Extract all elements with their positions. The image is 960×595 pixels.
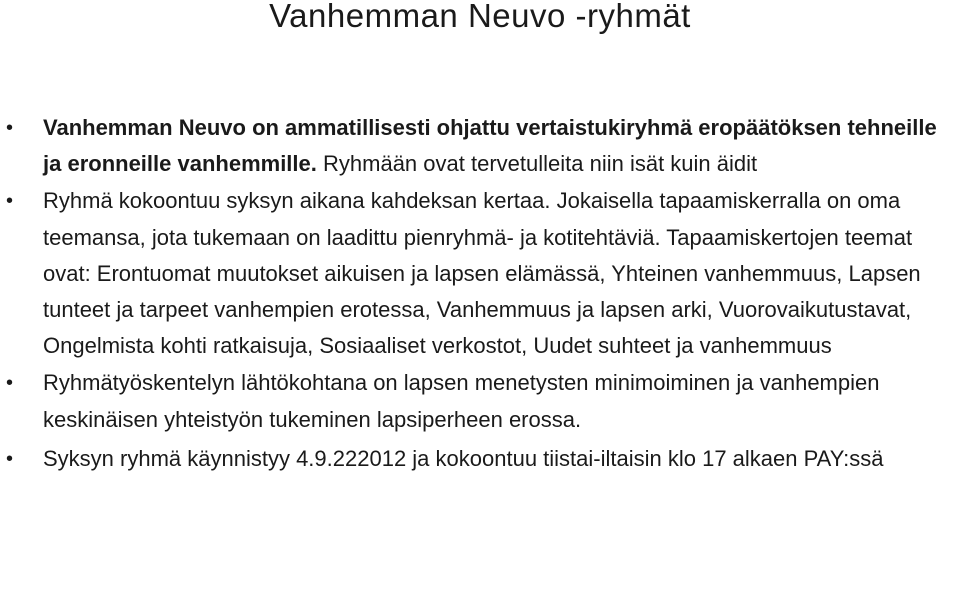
intro-text: Ryhmään ovat tervetulleita niin isät kuin äidit bbox=[316, 151, 758, 177]
themes-text: Ryhmä kokoontuu syksyn aikana kahdeksan kertaa. Jokaisella tapaamiskerralla on oma teemansa, jota tukemaan on laadittu pienryhmä- ja kotitehtäviä. Tapaamiskertojen teemat ovat: Erontuomat muutokset aikuisen ja lapsen elämässä, Yhteinen vanhemmuus, Lapsen tunteet ja tarpeet vanhempien erotessa, Vanhemmuus ja lapsen arki, Vuorovaikutustavat, Ongelmista kohti ratkaisuja, Sosiaaliset verkostot, Uudet suhteet ja vanhemmuus bbox=[43, 188, 921, 359]
slide-title: Vanhemman Neuvo -ryhmät bbox=[269, 0, 691, 34]
bullet-item-schedule-themes bbox=[0, 183, 960, 364]
bullet-item-intro bbox=[0, 110, 960, 182]
bullet-item-approach bbox=[0, 365, 960, 437]
bullet-dot: • bbox=[6, 447, 14, 470]
bullet-list bbox=[0, 110, 960, 477]
bullet-dot: • bbox=[6, 372, 14, 395]
intro-bold-text: Vanhemman Neuvo on ammatillisesti ohjattu vertaistukiryhmä eropäätöksen tehneille ja eronneille vanhemmille. bbox=[43, 115, 937, 177]
start-date-text: Syksyn ryhmä käynnistyy 4.9.222012 ja kokoontuu tiistai-iltaisin klo 17 alkaen PAY:ssä bbox=[43, 445, 884, 471]
approach-text: Ryhmätyöskentelyn lähtökohtana on lapsen menetysten minimoiminen ja vanhempien keskinäisen yhteistyön tukeminen lapsiperheen erossa. bbox=[43, 370, 880, 432]
bullet-item-start-date bbox=[0, 441, 960, 477]
bullet-dot: • bbox=[6, 190, 14, 213]
bullet-dot: • bbox=[6, 117, 14, 139]
